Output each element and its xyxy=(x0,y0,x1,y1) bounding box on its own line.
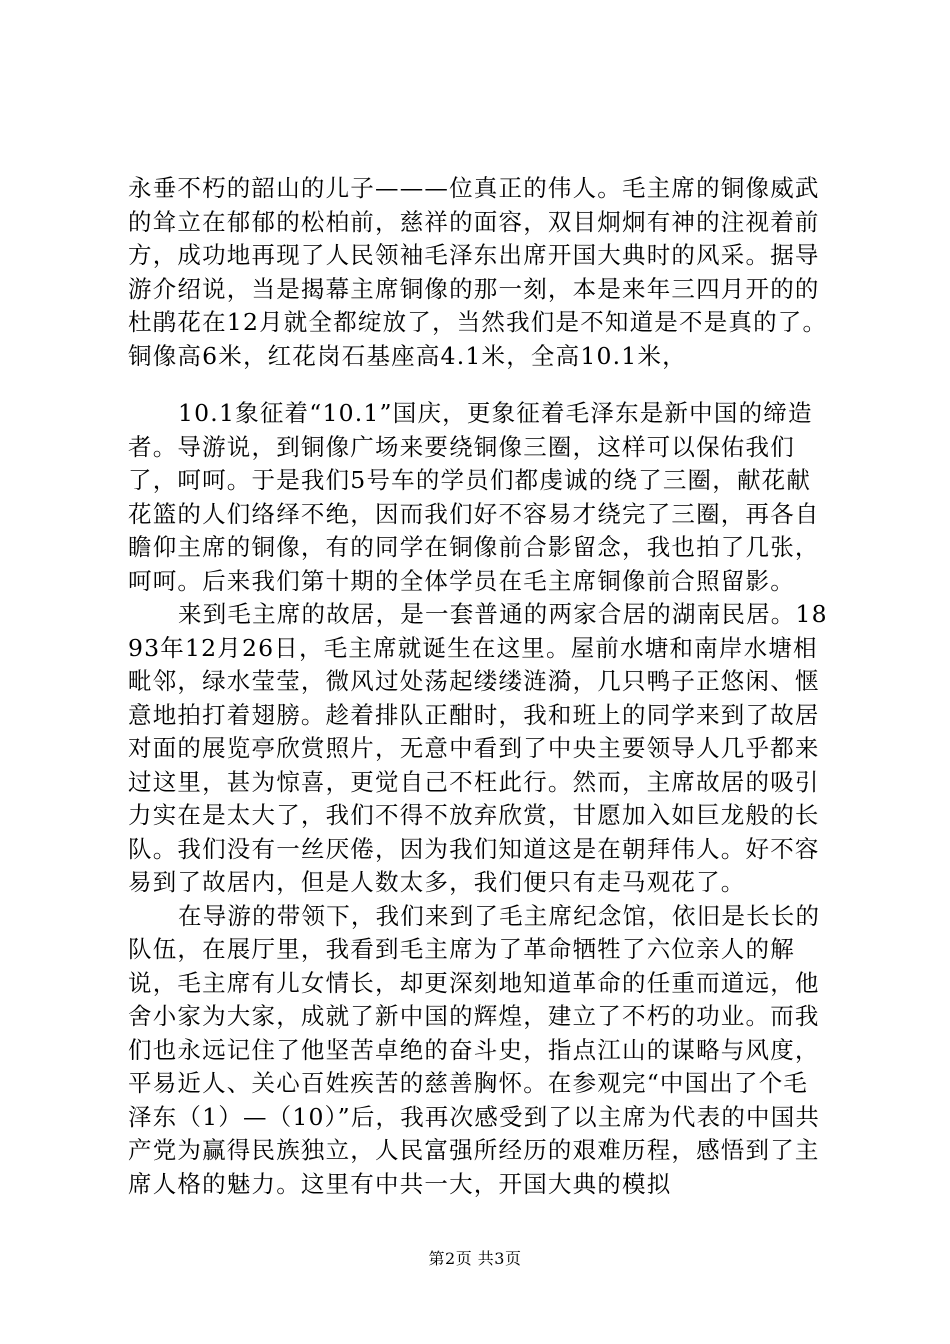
paragraph-4: 在导游的带领下，我们来到了毛主席纪念馆，依旧是长长的队伍，在展厅里，我看到毛主席为了革命牺牲了六位亲人的解说，毛主席有儿女情长，却更深刻地知道革命的任重而道远，他舍小家为大家，成就了新中国的辉煌，建立了不朽的功业。而我们也永远记住了他坚苦卓绝的奋斗史，指点江山的谋略与风度，平易近人、关心百姓疾苦的慈善胸怀。在参观完“中国出了个毛泽东（1）—（10）”后，我再次感受到了以主席为代表的中国共产党为赢得民族独立，人民富强所经历的艰难历程，感悟到了主席人格的魅力。这里有中共一大，开国大典的模拟 xyxy=(128,901,821,1198)
document-body xyxy=(128,172,832,1201)
paragraph-3: 来到毛主席的故居，是一套普通的两家合居的湖南民居。1893年12月26日，毛主席就诞生在这里。屋前水塘和南岸水塘相毗邻，绿水莹莹，微风过处荡起缕缕涟漪，几只鸭子正悠闲、惬意地拍打着翅膀。趁着排队正酣时，我和班上的同学来到了故居对面的展览亭欣赏照片，无意中看到了中央主要领导人几乎都来过这里，甚为惊喜，更觉自己不枉此行。然而，主席故居的吸引力实在是太大了，我们不得不放弃欣赏，甘愿加入如巨龙般的长队。我们没有一丝厌倦，因为我们知道这是在朝拜伟人。好不容易到了故居内，但是人数太多，我们便只有走马观花了。 xyxy=(128,600,828,896)
page-number-footer: 第2页 共3页 xyxy=(428,1249,522,1268)
paragraph-1: 永垂不朽的韶山的儿子———位真正的伟人。毛主席的铜像威武的耸立在郁郁的松柏前，慈祥的面容，双目炯炯有神的注视着前方，成功地再现了人民领袖毛泽东出席开国大典时的风采。据导游介绍说，当是揭幕主席铜像的那一刻，本是来年三四月开的的杜鹃花在12月就全都绽放了，当然我们是不知道是不是真的了。铜像高6米，红花岗石基座高4.1米，全高10.1米， xyxy=(128,174,828,370)
paragraph-2: 10.1象征着“10.1”国庆，更象征着毛泽东是新中国的缔造者。导游说，到铜像广场来要绕铜像三圈，这样可以保佑我们了，呵呵。于是我们5号车的学员们都虔诚的绕了三圈，献花献花篮的人们络绎不绝，因而我们好不容易才绕完了三圈，再各自瞻仰主席的铜像，有的同学在铜像前合影留念，我也拍了几张，呵呵。后来我们第十期的全体学员在毛主席铜像前合照留影。 xyxy=(128,399,820,595)
